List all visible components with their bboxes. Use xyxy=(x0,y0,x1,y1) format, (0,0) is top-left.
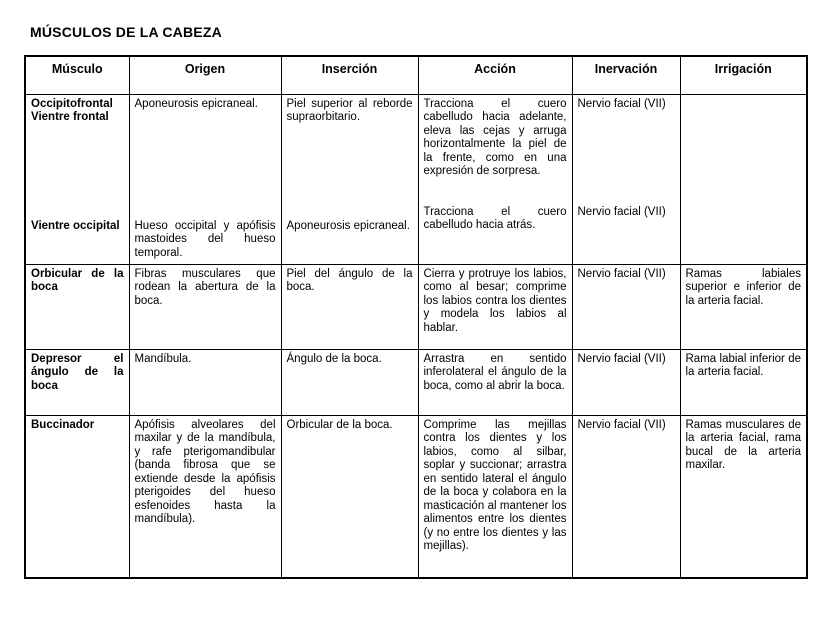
cell-inervacion: Nervio facial (VII) xyxy=(572,350,680,416)
column-header-accion: Acción xyxy=(418,56,572,95)
inervacion-text: Nervio facial (VII) xyxy=(577,98,666,110)
cell-inervacion xyxy=(572,95,680,265)
cell-accion xyxy=(418,95,572,265)
page-title: MÚSCULOS DE LA CABEZA xyxy=(30,24,222,40)
cell-origen xyxy=(129,95,281,265)
cell-inervacion: Nervio facial (VII) xyxy=(572,416,680,578)
cell-accion: Cierra y protruye los labios, como al besar; comprime los labios contra los dientes y modela los labios al hablar. xyxy=(418,265,572,350)
cell-accion: Arrastra en sentido inferolateral el ángulo de la boca, como al abrir la boca. xyxy=(418,350,572,416)
cell-inervacion: Nervio facial (VII) xyxy=(572,265,680,350)
cell-insercion: Ángulo de la boca. xyxy=(281,350,418,416)
column-header-inervacion: Inervación xyxy=(572,56,680,95)
muscle-name-text: Occipitofrontal Vientre frontal xyxy=(31,98,113,124)
column-header-musculo: Músculo xyxy=(25,56,129,95)
origen-text: Aponeurosis epicraneal. xyxy=(134,98,258,110)
muscles-table xyxy=(24,55,808,579)
cell-musculo: Depresor el ángulo de la boca xyxy=(25,350,129,416)
cell-origen: Fibras musculares que rodean la abertura de la boca. xyxy=(129,265,281,350)
accion-text: Tracciona el cuero cabelludo hacia atrás. xyxy=(423,206,567,232)
cell-accion: Comprime las mejillas contra los dientes y los labios, como al silbar, soplar y succionar; arrastra en sentido lateral el ángulo de la boca y colabora en la masticación al mantener los alimentos entre los dientes (y no entre los dientes y las mejillas). xyxy=(418,416,572,578)
cell-origen: Apófisis alveolares del maxilar y de la mandíbula, y rafe pterigomandibular (banda fibrosa que se extiende desde la apófisis pterigoides del hueso esfenoides hasta la mandíbula). xyxy=(129,416,281,578)
insercion-text: Aponeurosis epicraneal. xyxy=(286,220,410,232)
accion-text: Tracciona el cuero cabelludo hacia adelante, eleva las cejas y arruga horizontalmente la piel de la frente, como en una expresión de sorpresa. xyxy=(423,98,567,178)
cell-insercion: Orbicular de la boca. xyxy=(281,416,418,578)
table-row-orbicular xyxy=(25,265,807,350)
table-row-buccinador xyxy=(25,416,807,578)
cell-irrigacion: Ramas musculares de la arteria facial, rama bucal de la arteria maxilar. xyxy=(680,416,807,578)
origen-text: Hueso occipital y apófisis mastoides del hueso temporal. xyxy=(134,220,276,259)
cell-irrigacion xyxy=(680,95,807,265)
muscle-name-text: Vientre occipital xyxy=(31,220,120,232)
cell-irrigacion: Rama labial inferior de la arteria facial. xyxy=(680,350,807,416)
cell-origen: Mandíbula. xyxy=(129,350,281,416)
column-header-irrigacion: Irrigación xyxy=(680,56,807,95)
inervacion-text: Nervio facial (VII) xyxy=(577,206,666,218)
table-row-occipitofrontal xyxy=(25,95,807,265)
cell-musculo: Buccinador xyxy=(25,416,129,578)
table-row-depresor xyxy=(25,350,807,416)
cell-musculo: Orbicular de la boca xyxy=(25,265,129,350)
cell-insercion: Piel del ángulo de la boca. xyxy=(281,265,418,350)
column-header-origen: Origen xyxy=(129,56,281,95)
column-header-insercion: Inserción xyxy=(281,56,418,95)
insercion-text: Piel superior al reborde supraorbitario. xyxy=(286,98,413,124)
cell-insercion xyxy=(281,95,418,265)
cell-irrigacion: Ramas labiales superior e inferior de la arteria facial. xyxy=(680,265,807,350)
header-row xyxy=(25,56,807,95)
cell-musculo xyxy=(25,95,129,265)
